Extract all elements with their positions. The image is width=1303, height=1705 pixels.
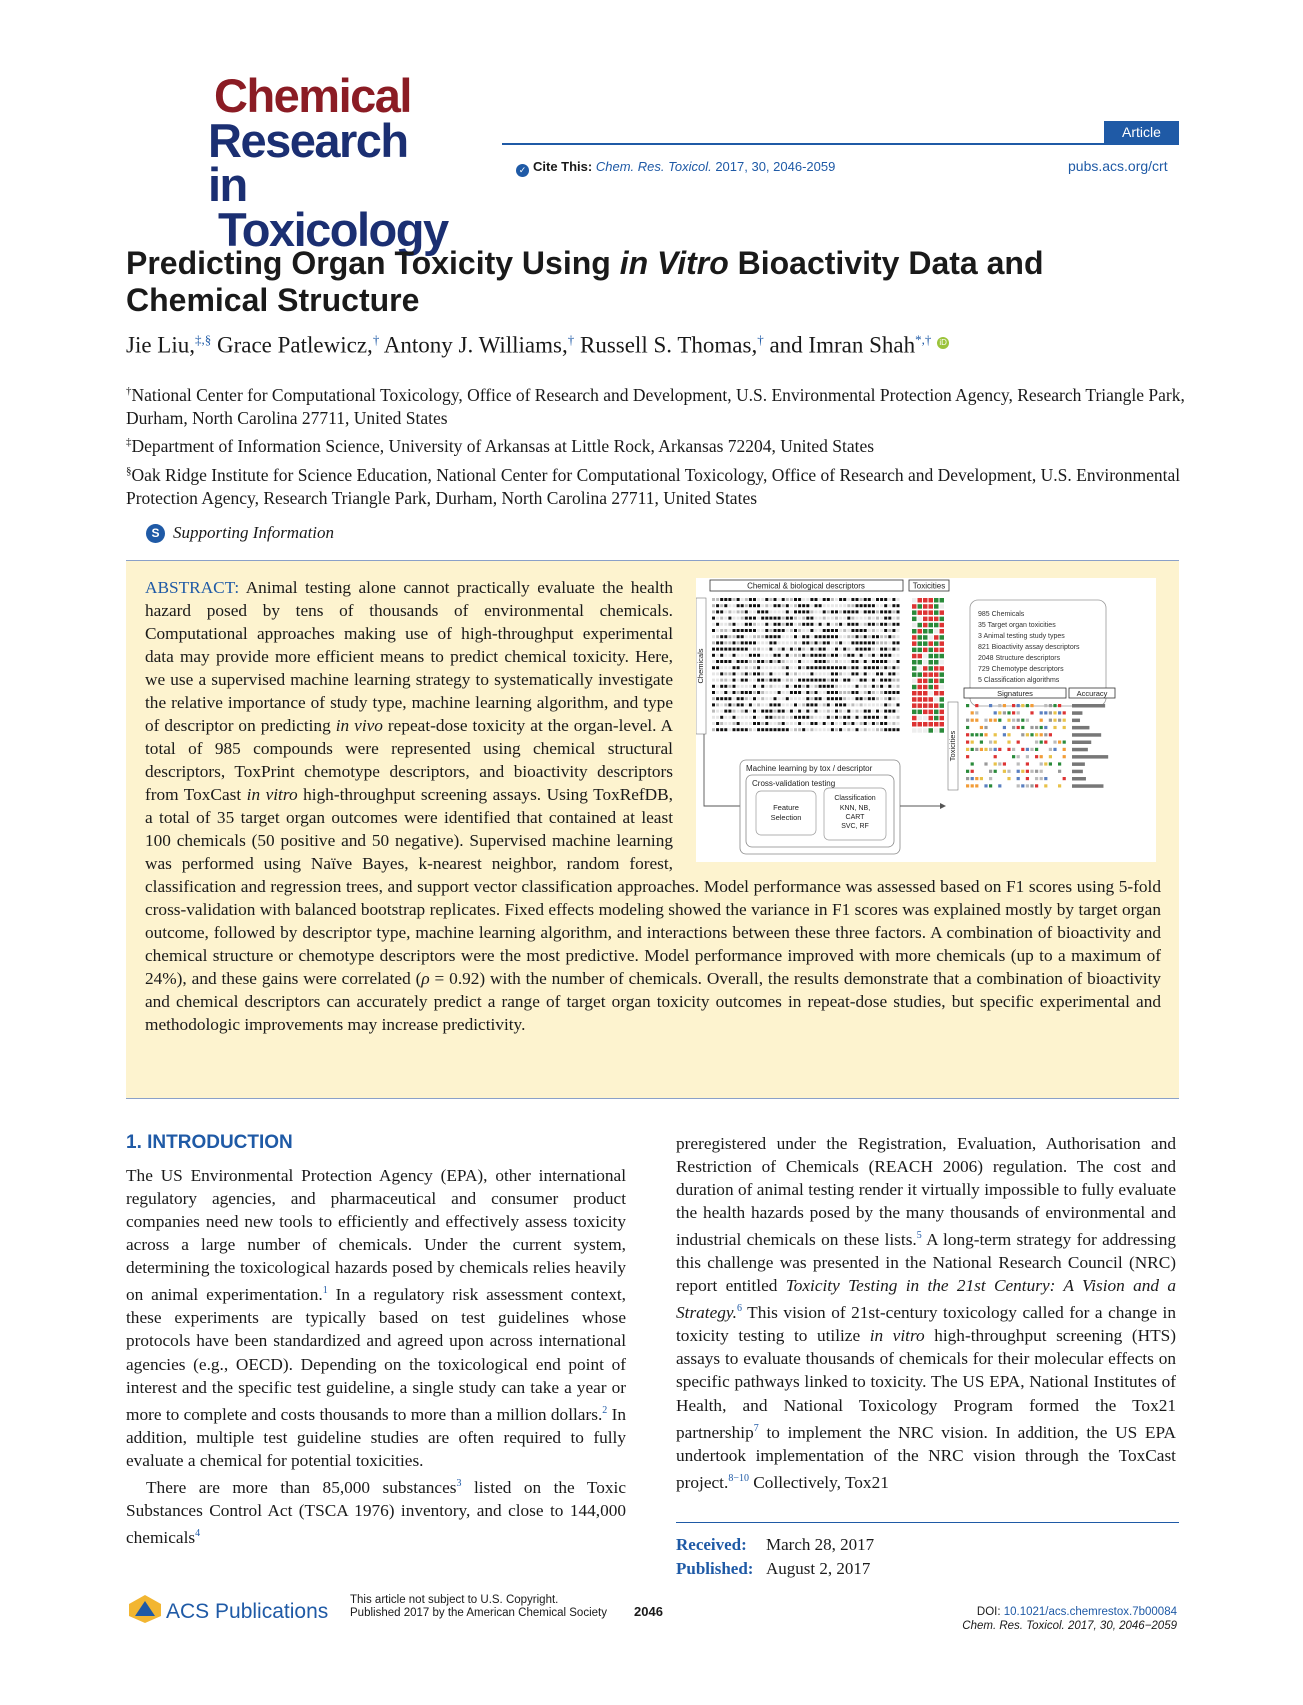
toc-legend-line: 5 Classification algorithms (978, 677, 1060, 684)
toc-legend-line: 821 Bioactivity assay descriptors (978, 644, 1080, 651)
svg-text:CART: CART (845, 814, 865, 821)
affiliation: †National Center for Computational Toxicology, Office of Research and Development, U.S. Environmental Protection Agency, Research Triangle Park, Durham, North Carolina 27711, United States (126, 384, 1185, 428)
orcid-icon[interactable]: iD (937, 337, 949, 349)
acs-publications-logo[interactable]: ACS Publications (128, 1594, 328, 1624)
toc-tox-header: Toxicities (912, 581, 946, 591)
acs-hexagon-icon (128, 1594, 162, 1624)
page-number: 2046 (634, 1604, 663, 1619)
intro-paragraph: The US Environmental Protection Agency (EPA), other international regulatory agencies, and pharmaceutical and consumer product companies need new tools to efficiently and effectively assess toxicity across a large number of chemicals. Under the current system, determining the toxicological hazards posed by chemicals relies heavily on animal experimentation.$^1$ In a regulatory risk assessment context, these experiments are typically based on test guidelines whose protocols have been standardized and agreed upon across international agencies (e.g., OECD). Depending on the toxicological end point of interest and the specific test guideline, a single study can take a year or more to complete and costs thousands to more than a million dollars.$^2$ In addition, multiple test guideline studies are often required to fully evaluate a chemical for potential toxicities. (126, 1166, 626, 1470)
toxicity-matrix (912, 598, 944, 733)
copyright-notice: This article not subject to U.S. Copyright. Published 2017 by the American Chemical Society (350, 1594, 607, 1619)
svg-text:KNN, NB,: KNN, NB, (839, 805, 871, 812)
toc-accuracy-header: Accuracy (1076, 689, 1108, 698)
toc-toxicities-axis: Toxicities (948, 730, 957, 762)
toc-chemicals-axis: Chemicals (696, 648, 705, 684)
supporting-info-icon: S (146, 524, 165, 543)
intro-paragraph: preregistered under the Registration, Evaluation, Authorisation and Restriction of Chemicals (REACH 2006) regulation. The cost and duration of animal testing render it virtually impossible to fully evaluate the health hazards posed by the many thousands of environmental and industrial chemicals on these lists.$^5$ A long-term strategy for addressing this challenge was presented in the National Research Council (NRC) report entitled Toxicity Testing in the 21st Century: A Vision and a Strategy.$^6$ This vision of 21st-century toxicology called for a change in toxicity testing to utilize in vitro high-throughput screening (HTS) assays to evaluate thousands of chemicals for their molecular effects on specific pathways linked to toxicity. The US EPA, National Institutes of Health, and National Toxicology Program formed the Tox21 partnership$^7$ to implement the NRC vision. In addition, the US EPA undertook implementation of the NRC vision through the ToxCast project.$^{8-10}$ Collectively, Tox21 (676, 1134, 1176, 1492)
article-type-badge: Article (1104, 121, 1179, 143)
toc-legend-line: 2048 Structure descriptors (978, 655, 1061, 662)
doi-link[interactable]: 10.1021/acs.chemrestox.7b00084 (1003, 1606, 1177, 1618)
toc-graphic (696, 578, 1156, 862)
section-heading-introduction: 1. INTRODUCTION (126, 1132, 293, 1153)
svg-text:SVC, RF: SVC, RF (841, 823, 869, 830)
author-list: Jie Liu,‡,§ Grace Patlewicz,† Antony J. Williams,† Russell S. Thomas,† and Imran Shah*,† iD (126, 332, 949, 359)
author: Antony J. Williams, (383, 332, 568, 358)
author: and Imran Shah (769, 332, 916, 358)
check-icon: ✓ (516, 164, 529, 177)
descriptor-matrix (712, 598, 900, 731)
toc-desc-header: Chemical & biological descriptors (747, 581, 865, 591)
affiliation: §Oak Ridge Institute for Science Education, National Center for Computational Toxicology, Office of Research and Development, U.S. Environmental Protection Agency, Research Triangle Park, Durham, North Carolina 27711, United States (126, 464, 1181, 508)
svg-text:Feature: Feature (773, 803, 799, 812)
header-rule (502, 143, 1179, 145)
affiliation: ‡Department of Information Science, University of Arkansas at Little Rock, Arkansas 72204, United States (126, 435, 875, 456)
supporting-information-link[interactable]: S Supporting Information (146, 523, 334, 543)
svg-text:Classification: Classification (834, 795, 876, 802)
journal-logo: Chemical Research in Toxicology (208, 69, 448, 256)
toc-cv-label: Cross-validation testing (752, 779, 836, 788)
toc-signatures-header: Signatures (997, 689, 1033, 698)
author: Jie Liu, (126, 332, 195, 358)
accuracy-bars (1072, 704, 1108, 788)
intro-paragraph: There are more than 85,000 substances$^3$ listed on the Toxic Substances Control Act (TSCA 1976) inventory, and close to 144,000 chemicals$^4$ (126, 1477, 626, 1547)
cite-this[interactable]: ✓ Cite This: Chem. Res. Toxicol. 2017, 30, 2046-2059 (516, 159, 835, 177)
article-title: Predicting Organ Toxicity Using in Vitro Bioactivity Data and Chemical Structure (126, 245, 1044, 318)
signature-matrix (966, 704, 1066, 788)
toc-legend-line: 729 Chemotype descriptors (978, 666, 1064, 673)
toc-legend-line: 3 Animal testing study types (978, 633, 1065, 640)
doi-citation: DOI: 10.1021/acs.chemrestox.7b00084 Chem. Res. Toxicol. 2017, 30, 2046−2059 (962, 1606, 1177, 1632)
intro-column-right (676, 1132, 1176, 1493)
toc-legend-line: 985 Chemicals (978, 611, 1025, 618)
author: Grace Patlewicz, (217, 332, 373, 358)
article-dates: Received: March 28, 2017 Published: August 2, 2017 (676, 1522, 1179, 1581)
toc-ml-label: Machine learning by tox / descriptor (746, 764, 873, 773)
journal-website-link[interactable]: pubs.acs.org/crt (1068, 158, 1168, 174)
svg-text:Selection: Selection (770, 813, 802, 822)
intro-column-left (126, 1164, 626, 1549)
abstract-text: ABSTRACT: Animal testing alone cannot practically evaluate the health hazard posed by tens of thousands of environmental chemicals. Computational approaches making use of high-throughput experimental data may provide more efficient means to predict chemical toxicity. Here, we use a supervised machine learning strategy to systematically investigate the relative importance of study type, machine learning algorithm, and type of descriptor on predicting in vivo repeat-dose toxicity at the organ-level. A total of 985 compounds were represented using chemical structural descriptors, ToxPrint chemotype descriptors, and bioactivity descriptors from ToxCast in vitro high-throughput screening assays. Using ToxRefDB, a total of 35 target organ outcomes were identified that contained at least 100 chemicals (50 positive and 50 negative). Supervised machine learning was performed using Naïve Bayes, k-nearest neighbor, random forest, classification and regression trees, and support vector classification approaches. Model performance was assessed based on F1 scores using 5-fold cross-validation with balanced bootstrap replicates. Fixed effects modeling showed the variance in F1 scores was explained mostly by target organ outcome, followed by descriptor type, machine learning algorithm, and interactions between these three factors. A combination of bioactivity and chemical structure or chemotype descriptors were the most predictive. Model performance improved with more chemicals (up to a maximum of 24%), and these gains were correlated (ρ = 0.92) with the number of chemicals. Overall, the results demonstrate that a combination of bioactivity and chemical descriptors can accurately predict a range of target organ toxicity outcomes in repeat-dose studies, but specific experimental and methodologic improvements may increase predictivity. (145, 578, 1162, 1034)
author: Russell S. Thomas, (579, 332, 758, 358)
toc-legend-line: 35 Target organ toxicities (978, 622, 1056, 629)
